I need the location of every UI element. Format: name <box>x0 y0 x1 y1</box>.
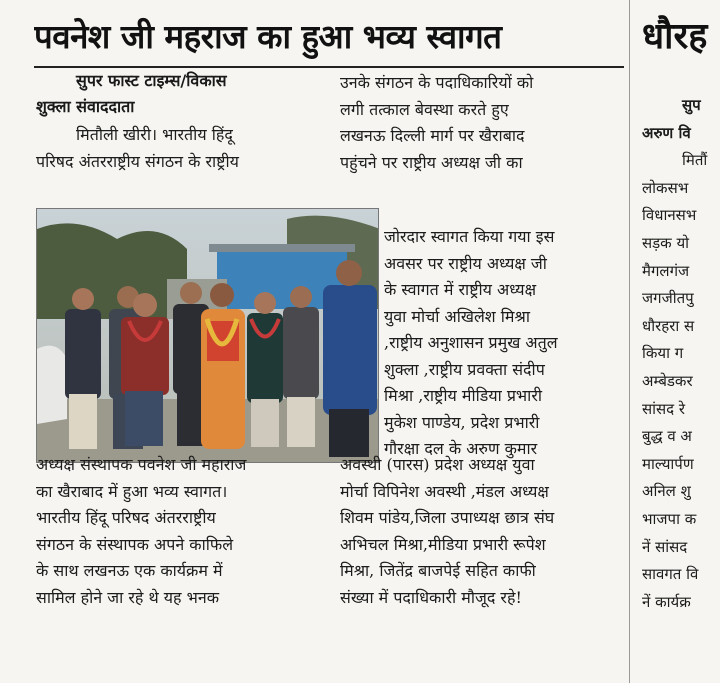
text-line: पहुंचने पर राष्ट्रीय अध्यक्ष जी का <box>340 152 523 172</box>
byline <box>36 68 326 120</box>
column-1-top-text <box>36 122 326 175</box>
column-1-bottom-text <box>36 452 328 611</box>
text-line: अम्बेडकर <box>642 371 693 390</box>
text-line: सावगत वि <box>642 565 699 584</box>
text-line: अभिचल मिश्रा,मीडिया प्रभारी रूपेश <box>340 534 546 554</box>
text-line: गौरक्षा दल के अरुण कुमार <box>384 439 538 458</box>
text-line: बुद्ध व अ <box>642 427 692 446</box>
text-line: का खैराबाद में हुआ भव्य स्वागत। <box>36 481 228 501</box>
text-line: के साथ लखनऊ एक कार्यक्रम में <box>36 561 223 580</box>
text-line: विधानसभ <box>642 206 697 225</box>
text-line: मिश्रा ,राष्ट्रीय मीडिया प्रभारी <box>384 386 543 405</box>
text-line: नें सांसद <box>642 537 688 556</box>
text-line: लोकसभ <box>642 178 689 197</box>
text-line: मिश्रा, जितेंद्र बाजपेई सहित काफी <box>340 561 536 580</box>
text-line: सामिल होने जा रहे थे यह भनक <box>36 587 220 607</box>
headline: पवनेश जी महराज का हुआ भव्य स्वागत <box>34 17 502 56</box>
text-line: युवा मोर्चा अखिलेश मिश्रा <box>384 306 530 326</box>
text-line: अनिल शु <box>642 482 691 501</box>
text-line: संगठन के संस्थापक अपने काफिले <box>36 534 234 554</box>
next-article-column <box>642 92 720 616</box>
text-line: भाजपा क <box>642 509 697 528</box>
text-line: परिषद अंतरराष्ट्रीय संगठन के राष्ट्रीय <box>36 151 239 171</box>
text-line: मितौं <box>682 151 708 170</box>
text-line: किया ग <box>642 344 684 363</box>
column-2-wrapped-text <box>384 224 624 463</box>
text-line: अध्यक्ष संस्थापक पवनेश जी महाराज <box>36 455 247 474</box>
news-photo <box>36 208 379 463</box>
text-line: अवस्थी (पारस) प्रदेश अध्यक्ष युवा <box>340 455 535 474</box>
next-article-headline: धौरह <box>642 16 708 57</box>
text-line: उनके संगठन के पदाधिकारियों को <box>340 73 534 92</box>
text-line: धौरहरा स <box>642 316 695 335</box>
text-line: मोर्चा विपिनेश अवस्थी ,मंडल अध्यक्ष <box>340 481 549 501</box>
text-line: संख्या में पदाधिकारी मौजूद रहे! <box>340 587 522 607</box>
next-byline-line: अरुण वि <box>642 123 691 142</box>
text-line: जोरदार स्वागत किया गया इस <box>384 227 555 246</box>
text-line: सांसद रे <box>642 399 686 418</box>
text-line: शिवम पांडेय,जिला उपाध्यक्ष छात्र संघ <box>340 508 555 527</box>
text-line: लखनऊ दिल्ली मार्ग पर खैराबाद <box>340 126 525 145</box>
text-line: शुक्ला ,राष्ट्रीय प्रवक्ता संदीप <box>384 359 545 379</box>
text-line: ,राष्ट्रीय अनुशासन प्रमुख अतुल <box>384 333 558 352</box>
text-line: लगी तत्काल बेवस्था करते हुए <box>340 99 509 119</box>
text-line: सड़क यो <box>642 233 690 252</box>
byline-line-1: सुपर फास्ट टाइम्स/विकास <box>76 71 227 90</box>
text-line: मैगलगंज <box>642 261 690 280</box>
column-2-top-text <box>340 70 625 176</box>
column-2-bottom-text <box>340 452 625 611</box>
byline-line-2: शुक्ला संवाददाता <box>36 97 135 116</box>
text-line: मितौली खीरी। भारतीय हिंदू <box>76 125 233 144</box>
text-line: माल्यार्पण <box>642 454 694 473</box>
text-line: अवसर पर राष्ट्रीय अध्यक्ष जी <box>384 253 547 273</box>
text-line: के स्वागत में राष्ट्रीय अध्यक्ष <box>384 280 537 299</box>
next-byline-line: सुप <box>682 96 701 114</box>
column-divider <box>629 0 630 683</box>
text-line: भारतीय हिंदू परिषद अंतरराष्ट्रीय <box>36 508 216 527</box>
text-line: मुकेश पाण्डेय, प्रदेश प्रभारी <box>384 412 540 432</box>
text-line: जगजीतपु <box>642 289 694 308</box>
text-line: नें कार्यक्र <box>642 592 691 611</box>
